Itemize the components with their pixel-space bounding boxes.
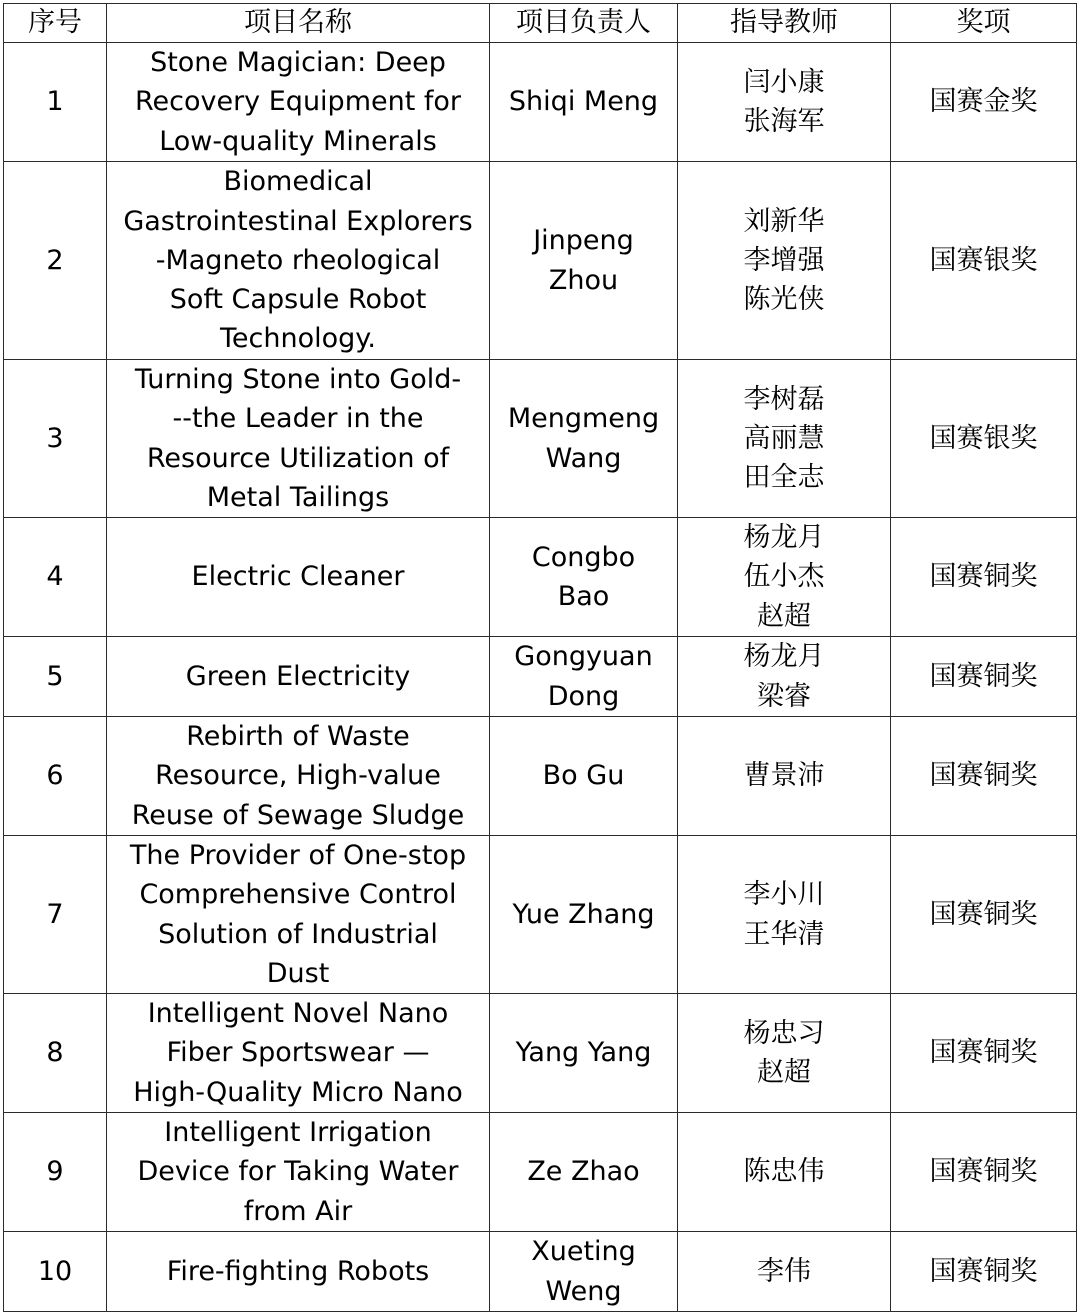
cell-project-name: Intelligent Irrigation Device for Taking Water from Air	[107, 1113, 490, 1232]
cell-serial-number: 5	[4, 637, 107, 717]
cell-serial-number: 3	[4, 360, 107, 518]
cell-advisors: 李树磊 高丽慧 田全志	[678, 360, 891, 518]
cell-advisors: 陈忠伟	[678, 1113, 891, 1232]
cell-project-name: Biomedical Gastrointestinal Explorers -Magneto rheological Soft Capsule Robot Technology.	[107, 162, 490, 360]
cell-project-leader: Bo Gu	[490, 717, 678, 836]
cell-advisors: 杨忠习 赵超	[678, 994, 891, 1113]
table-row	[4, 836, 1077, 994]
cell-project-leader: Congbo Bao	[490, 518, 678, 637]
header-project-leader: 项目负责人	[490, 4, 678, 43]
cell-advisors: 李伟	[678, 1232, 891, 1312]
cell-award: 国赛铜奖	[891, 637, 1077, 717]
cell-project-leader: Mengmeng Wang	[490, 360, 678, 518]
cell-project-leader: Jinpeng Zhou	[490, 162, 678, 360]
cell-award: 国赛铜奖	[891, 1232, 1077, 1312]
cell-award: 国赛银奖	[891, 162, 1077, 360]
cell-project-leader: Ze Zhao	[490, 1113, 678, 1232]
table-row	[4, 360, 1077, 518]
cell-project-leader: Yang Yang	[490, 994, 678, 1113]
cell-project-name: The Provider of One-stop Comprehensive Control Solution of Industrial Dust	[107, 836, 490, 994]
cell-advisors: 刘新华 李增强 陈光侠	[678, 162, 891, 360]
cell-award: 国赛铜奖	[891, 1113, 1077, 1232]
table-row	[4, 1232, 1077, 1312]
cell-project-leader: Shiqi Meng	[490, 43, 678, 162]
cell-project-name: Green Electricity	[107, 637, 490, 717]
header-serial-number: 序号	[4, 4, 107, 43]
cell-project-name: Fire-fighting Robots	[107, 1232, 490, 1312]
cell-award: 国赛铜奖	[891, 518, 1077, 637]
cell-serial-number: 6	[4, 717, 107, 836]
cell-award: 国赛铜奖	[891, 836, 1077, 994]
table-row	[4, 994, 1077, 1113]
cell-project-leader: Xueting Weng	[490, 1232, 678, 1312]
table-row	[4, 717, 1077, 836]
cell-award: 国赛金奖	[891, 43, 1077, 162]
header-award: 奖项	[891, 4, 1077, 43]
cell-project-name: Turning Stone into Gold- --the Leader in the Resource Utilization of Metal Tailings	[107, 360, 490, 518]
table-row	[4, 637, 1077, 717]
cell-project-name: Electric Cleaner	[107, 518, 490, 637]
cell-serial-number: 8	[4, 994, 107, 1113]
cell-project-leader: Yue Zhang	[490, 836, 678, 994]
cell-serial-number: 10	[4, 1232, 107, 1312]
table-row	[4, 518, 1077, 637]
table-header-row	[4, 4, 1077, 43]
cell-serial-number: 4	[4, 518, 107, 637]
cell-serial-number: 7	[4, 836, 107, 994]
header-advisors: 指导教师	[678, 4, 891, 43]
cell-advisors: 曹景沛	[678, 717, 891, 836]
cell-advisors: 杨龙月 梁睿	[678, 637, 891, 717]
cell-serial-number: 1	[4, 43, 107, 162]
cell-project-name: Rebirth of Waste Resource, High-value Reuse of Sewage Sludge	[107, 717, 490, 836]
cell-advisors: 李小川 王华清	[678, 836, 891, 994]
cell-project-leader: Gongyuan Dong	[490, 637, 678, 717]
cell-award: 国赛铜奖	[891, 717, 1077, 836]
award-table	[3, 3, 1077, 1312]
cell-award: 国赛银奖	[891, 360, 1077, 518]
table-row	[4, 43, 1077, 162]
table-row	[4, 162, 1077, 360]
cell-project-name: Intelligent Novel Nano Fiber Sportswear — High-Quality Micro Nano	[107, 994, 490, 1113]
cell-project-name: Stone Magician: Deep Recovery Equipment for Low-quality Minerals	[107, 43, 490, 162]
header-project-name: 项目名称	[107, 4, 490, 43]
cell-serial-number: 9	[4, 1113, 107, 1232]
cell-advisors: 杨龙月 伍小杰 赵超	[678, 518, 891, 637]
cell-serial-number: 2	[4, 162, 107, 360]
cell-advisors: 闫小康 张海军	[678, 43, 891, 162]
cell-award: 国赛铜奖	[891, 994, 1077, 1113]
table-row	[4, 1113, 1077, 1232]
